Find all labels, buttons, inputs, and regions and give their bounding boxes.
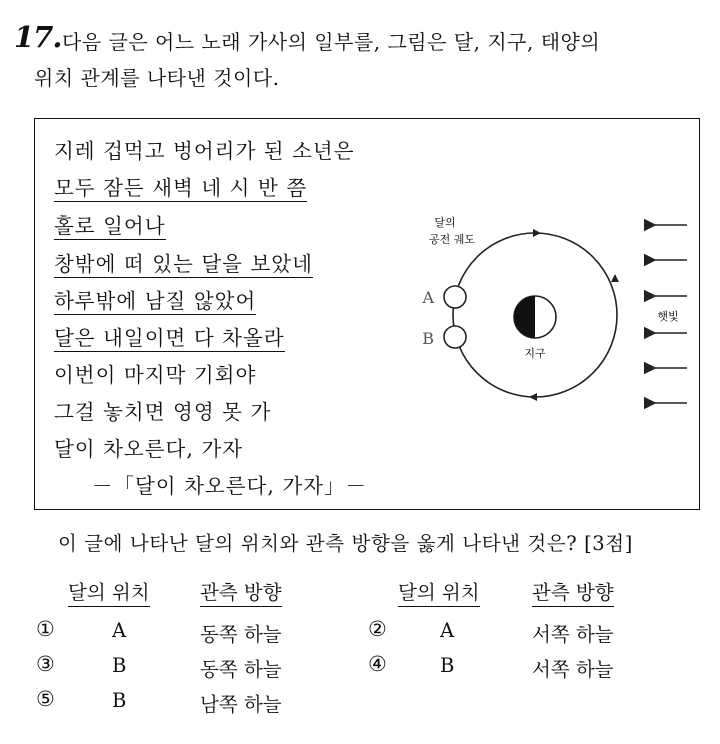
lyric-line-1: 지레 겁먹고 벙어리가 된 소년은	[54, 139, 355, 163]
orbit-arrow-bottom	[529, 393, 537, 401]
moon-b	[444, 326, 466, 348]
option-5-direction: 남쪽 하늘	[200, 693, 282, 716]
option-5-number: ⑤	[36, 687, 55, 711]
lyric-line-7: 이번이 마지막 기회야	[54, 363, 257, 387]
orbit-label-line1: 달의	[434, 216, 456, 229]
header-left-position: 달의 위치	[68, 577, 150, 607]
option-3-number: ③	[36, 652, 55, 676]
option-2-position: A	[440, 619, 455, 642]
option-1[interactable]	[36, 617, 55, 641]
lyric-line-2: 모두 잠든 새벽 네 시 반 쯤	[54, 176, 308, 200]
moon-b-label: B	[422, 329, 434, 348]
question-number: 17.	[14, 20, 62, 54]
option-4-direction: 서쪽 하늘	[532, 658, 614, 681]
option-5-position: B	[112, 689, 127, 712]
orbit-arrow-right	[611, 274, 619, 282]
option-2[interactable]	[368, 617, 387, 641]
lyric-line-8: 그걸 놓치면 영영 못 가	[54, 400, 272, 424]
question-stem-line1: 다음 글은 어느 노래 가사의 일부를, 그림은 달, 지구, 태양의	[62, 30, 601, 54]
earth-night-side	[514, 296, 535, 338]
lyric-line-6: 달은 내일이면 다 차올라	[54, 326, 285, 350]
orbit-arrow-top	[533, 229, 541, 237]
answer-prompt: 이 글에 나타난 달의 위치와 관측 방향을 옳게 나타낸 것은? [3점]	[58, 532, 633, 555]
lyric-line-3: 홀로 일어나	[54, 214, 166, 238]
lyric-line-9: 달이 차오른다, 가자	[54, 437, 243, 461]
option-3[interactable]	[36, 652, 55, 676]
option-4-position: B	[440, 654, 455, 677]
moon-earth-sun-diagram	[410, 205, 700, 425]
question-stem-line2: 위치 관계를 나타낸 것이다.	[34, 66, 280, 90]
sunlight-label: 햇빛	[657, 310, 679, 323]
lyric-line-4: 창밖에 떠 있는 달을 보았네	[54, 252, 313, 276]
option-5[interactable]	[36, 687, 55, 711]
header-left-direction: 관측 방향	[200, 577, 282, 607]
moon-a	[444, 286, 466, 308]
option-3-position: B	[112, 654, 127, 677]
lyric-source: －「달이 차오른다, 가자」－	[92, 474, 367, 498]
option-2-number: ②	[368, 617, 387, 641]
earth-label: 지구	[524, 347, 546, 360]
option-2-direction: 서쪽 하늘	[532, 623, 614, 646]
option-1-direction: 동쪽 하늘	[200, 623, 282, 646]
moon-a-label: A	[422, 288, 434, 307]
option-1-number: ①	[36, 617, 55, 641]
option-3-direction: 동쪽 하늘	[200, 658, 282, 681]
option-4[interactable]	[368, 652, 387, 676]
header-right-position: 달의 위치	[398, 577, 480, 607]
header-right-direction: 관측 방향	[532, 577, 614, 607]
orbit-label-line2: 공전 궤도	[428, 233, 476, 246]
option-4-number: ④	[368, 652, 387, 676]
option-1-position: A	[112, 619, 127, 642]
lyric-line-5: 하루밖에 남질 않았어	[54, 289, 257, 313]
